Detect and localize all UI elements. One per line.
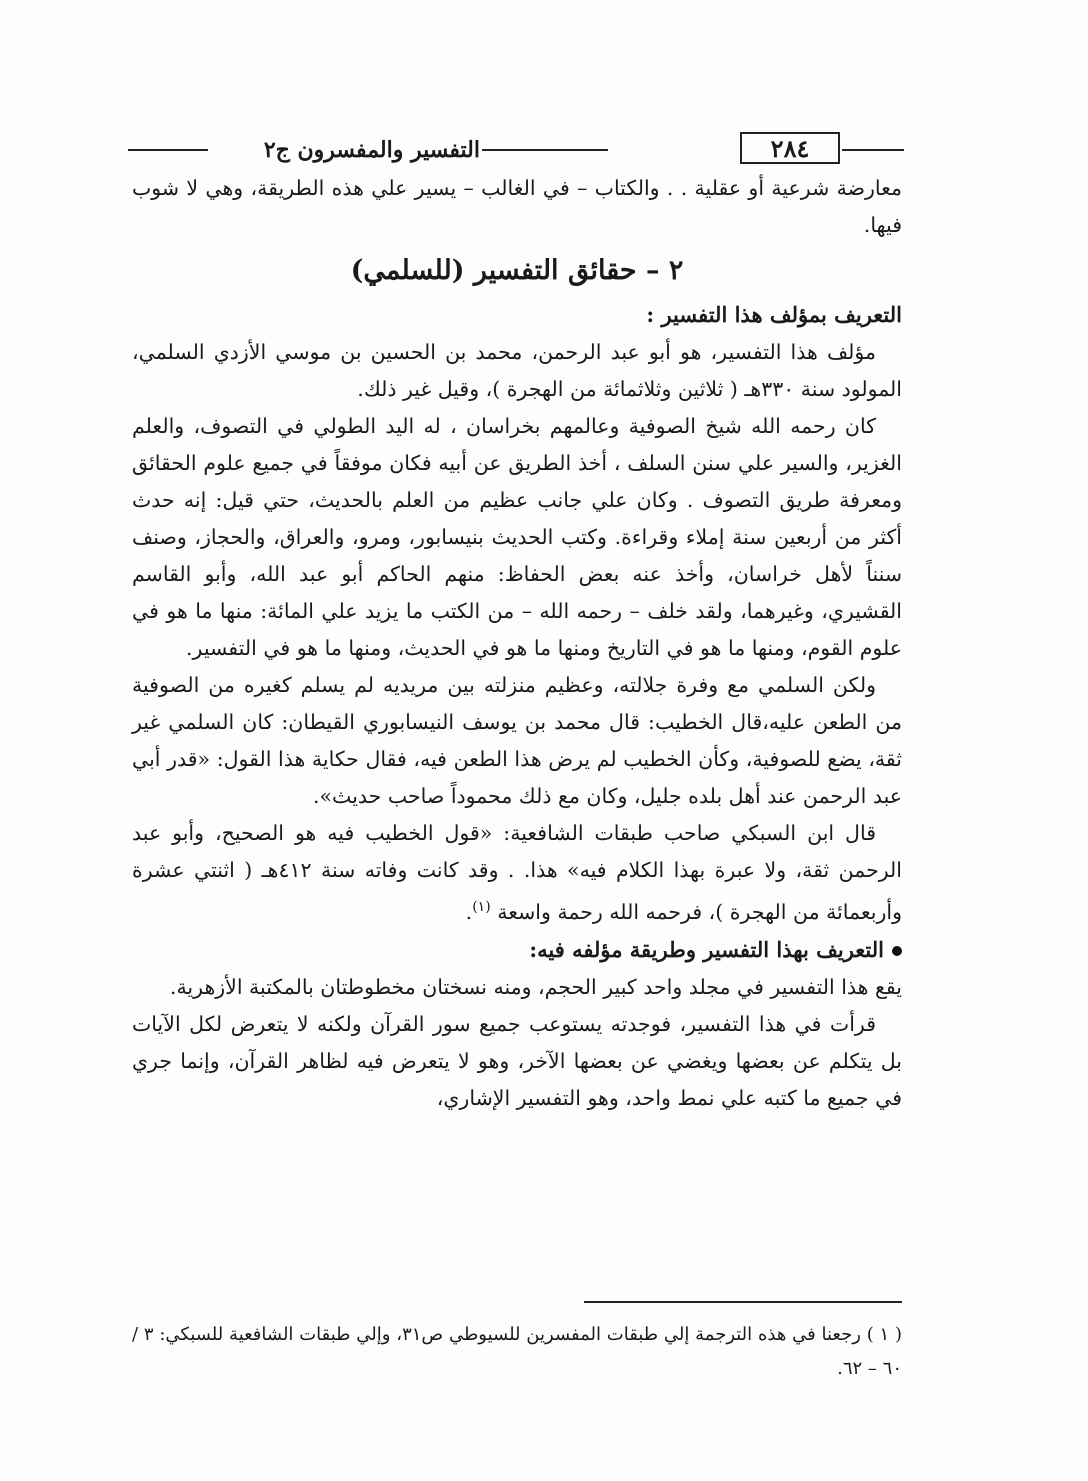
running-title: التفسير والمفسرون ج٢ bbox=[263, 137, 480, 163]
paragraph: قرأت في هذا التفسير، فوجدته يستوعب جميع سور القرآن ولكنه لا يتعرض لكل الآيات بل يتكلم عن بعضها ويغضي عن بعضها الآخر، وهو لا يتعرض فيه لظاهر القرآن، وإنما جري في جميع ما كتبه علي نمط واحد، وهو التفسير الإشاري، bbox=[132, 1011, 902, 1110]
method-heading bbox=[132, 931, 902, 969]
footnote: ( ١ ) رجعنا في هذه الترجمة إلي طبقات المفسرين للسيوطي ص٣١، وإلي طبقات الشافعية للسبكي: ٣ / ٦٠ – ٦٢. bbox=[132, 1324, 902, 1379]
main-text bbox=[132, 170, 902, 1117]
bullet-icon bbox=[892, 946, 902, 956]
paragraph: ولكن السلمي مع وفرة جلالته، وعظيم منزلته بين مريديه لم يسلم كغيره من الصوفية من الطعن عليه،قال الخطيب: قال محمد بن يوسف النيسابوري القيطان: كان السلمي غير ثقة، يضع للصوفية، وكأن الخطيب لم يرض هذا الطعن فيه، فقال حكاية هذا القول: «قدر أبي عبد الرحمن عند أهل بلده جليل، وكان مع ذلك محموداً صاحب حديث». bbox=[132, 673, 902, 808]
paragraph: كان رحمه الله شيخ الصوفية وعالمهم بخراسان ، له اليد الطولي في التصوف، والعلم الغزير، والسير علي سنن السلف ، أخذ الطريق عن أبيه فكان موفقاً في جميع علوم الحقائق ومعرفة طريق التصوف . وكان علي جانب عظيم من العلم بالحديث، حتي قيل: إنه حدث أكثر من أربعين سنة إملاء وقراءة. وكتب الحديث بنيسابور، ومرو، والعراق، والحجاز، وصنف سنناً لأهل خراسان، وأخذ عنه بعض الحفاظ: منهم الحاكم أبو عبد الله، وأبو القاسم القشيري، وغيرهما، ولقد خلف – رحمه الله – من الكتب ما يزيد علي المائة: منها ما هو في علوم القوم، ومنها ما هو في التاريخ ومنها ما هو في الحديث، ومنها ما هو في التفسير. bbox=[132, 414, 902, 660]
paragraph: قال ابن السبكي صاحب طبقات الشافعية: «قول الخطيب فيه هو الصحيح، وأبو عبد الرحمن ثقة، ولا عبرة بهذا الكلام فيه» هذا. . وقد كانت وفاته سنة ٤١٢هـ ( اثنتي عشرة وأربعمائة من الهجرة )، فرحمه الله رحمة واسعة $^{(١)}$. bbox=[132, 821, 903, 924]
paragraph: مؤلف هذا التفسير، هو أبو عبد الرحمن، محمد بن الحسين بن موسي الأزدي السلمي، المولود سنة ٣٣٠هـ ( ثلاثين وثلاثمائة من الهجرة )، وقيل غير ذلك. bbox=[132, 340, 902, 401]
paragraph-text: قال ابن السبكي صاحب طبقات الشافعية: «قول الخطيب فيه هو الصحيح، وأبو عبد الرحمن ثقة، ولا عبرة بهذا الكلام فيه» هذا. . وقد كانت وفاته سنة ٤١٢هـ ( اثنتي عشرة وأربعمائة من الهجرة )، فرحمه الله رحمة واسعة bbox=[132, 821, 903, 924]
intro-paragraph: معارضة شرعية أو عقلية . . والكتاب – في الغالب – يسير علي هذه الطريقة، وهي لا شوب فيها. bbox=[132, 176, 902, 237]
author-heading: التعريف بمؤلف هذا التفسير : bbox=[646, 302, 902, 327]
footnote-divider bbox=[584, 1301, 902, 1303]
page-number: ٢٨٤ bbox=[740, 132, 840, 164]
header-rule-left bbox=[128, 149, 208, 151]
paragraph: يقع هذا التفسير في مجلد واحد كبير الحجم، ومنه نسختان مخطوطتان بالمكتبة الأزهرية. bbox=[169, 974, 902, 999]
header-rule-middle bbox=[482, 149, 608, 151]
footnotes bbox=[132, 1318, 902, 1386]
footnote-marker: (١) bbox=[472, 899, 491, 915]
method-heading-text: التعريف بهذا التفسير وطريقة مؤلفه فيه: bbox=[529, 936, 884, 962]
section-heading: ٢ – حقائق التفسير (للسلمي) bbox=[350, 255, 684, 286]
header-rule-right bbox=[842, 149, 904, 151]
running-header bbox=[128, 132, 904, 168]
